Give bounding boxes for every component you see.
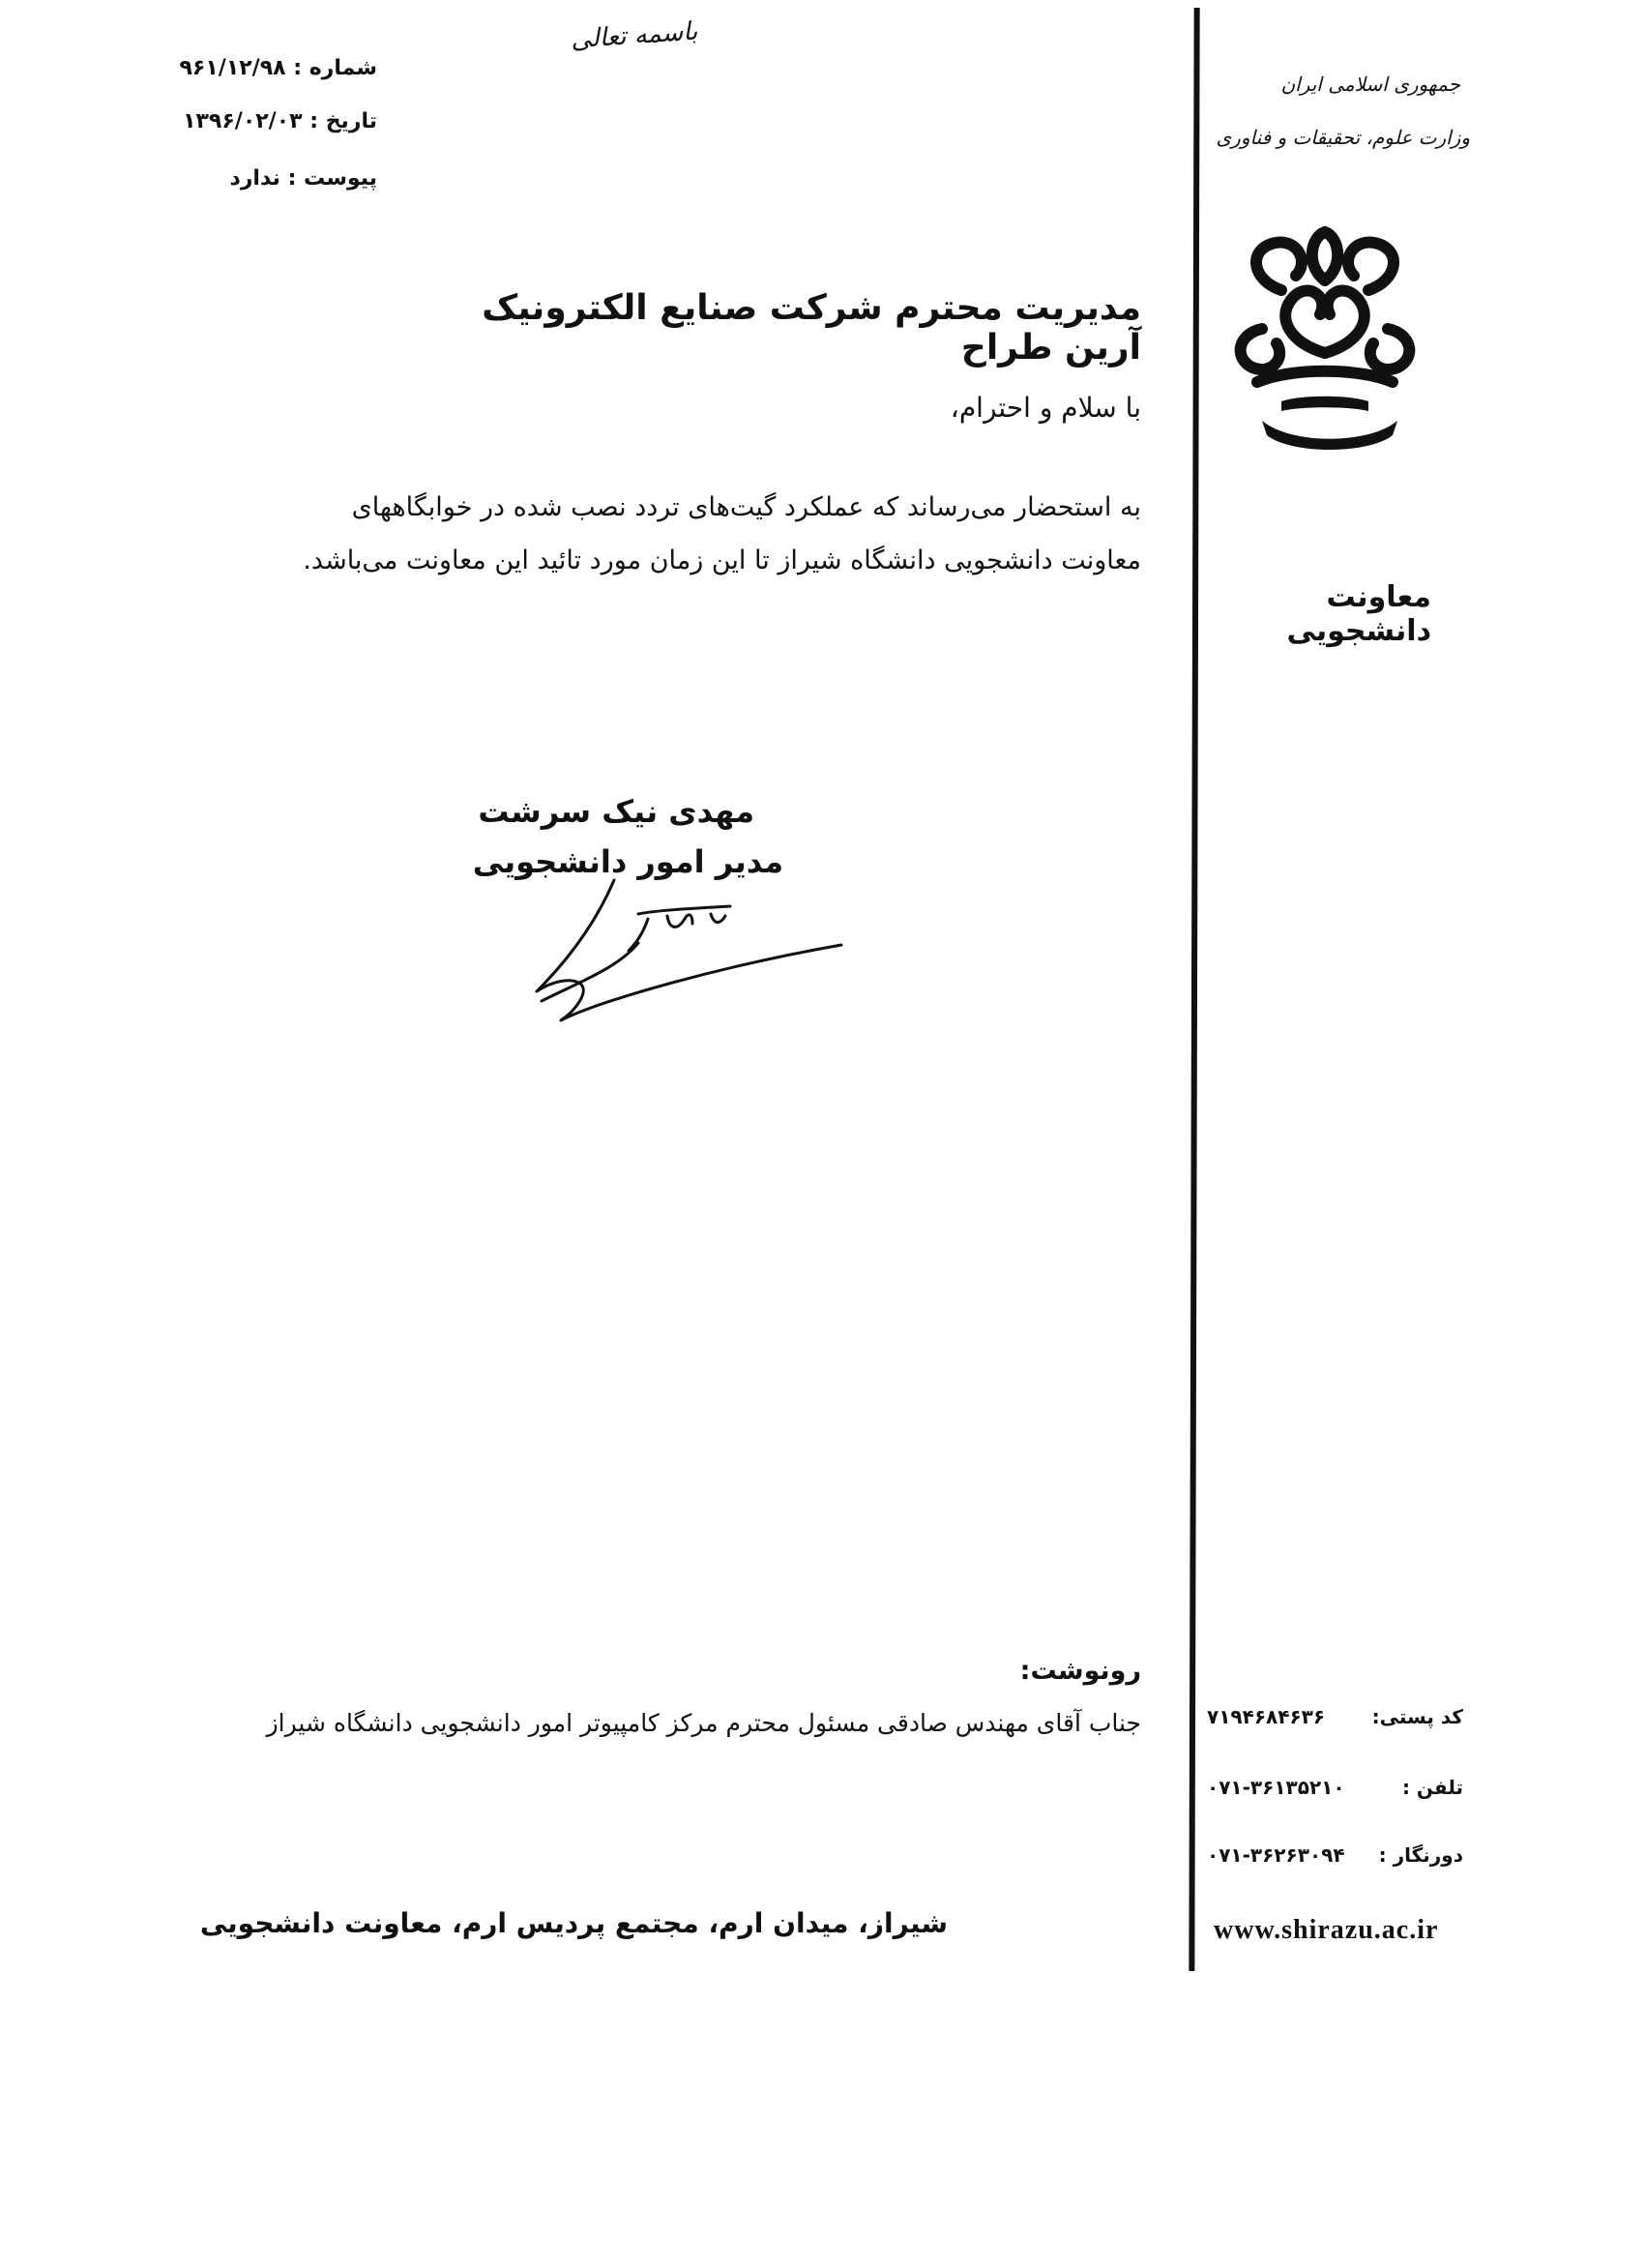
government-line-1: جمهوری اسلامی ایران [1280, 73, 1460, 96]
handwritten-signature [522, 875, 851, 1030]
government-line-2: وزارت علوم، تحقیقات و فناوری [1216, 126, 1470, 149]
body-line-1: به استحضار می‌رساند که عملکرد گیت‌های تردد نصب شده در خوابگاههای [351, 492, 1141, 522]
fax-label: دورنگار : [1378, 1843, 1463, 1867]
phone-number [1207, 1776, 1463, 1799]
phone-value: ۰۷۱-۳۶۱۳۵۲۱۰ [1207, 1776, 1345, 1799]
letter-body [174, 481, 1141, 587]
invocation-heading: باسمه تعالی [570, 16, 699, 55]
postal-code-value: ۷۱۹۴۶۸۴۶۳۶ [1207, 1705, 1326, 1728]
postal-code [1207, 1705, 1463, 1728]
fax-number [1207, 1843, 1463, 1867]
office-address: شیراز، میدان ارم، مجتمع پردیس ارم، معاونت دانشجویی [199, 1907, 948, 1939]
letter-attachment: پیوست : ندارد [229, 166, 377, 191]
department-label: معاونت دانشجویی [1286, 580, 1431, 648]
signer-title: مدیر امور دانشجویی [472, 843, 783, 880]
postal-code-label: کد پستی: [1371, 1705, 1463, 1728]
letter-number: شماره : ۹۶۱/۱۲/۹۸ [179, 56, 377, 80]
fax-value: ۰۷۱-۳۶۲۶۳۰۹۴ [1207, 1843, 1345, 1867]
university-logo [1223, 222, 1426, 455]
website-link[interactable]: www.shirazu.ac.ir [1214, 1915, 1439, 1945]
vertical-divider [1189, 8, 1199, 1971]
body-line-2: معاونت دانشجویی دانشگاه شیراز تا این زمان مورد تائید این معاونت می‌باشد. [303, 545, 1141, 575]
signer-name: مهدی نیک سرشت [478, 793, 754, 830]
cc-label: رونوشت: [1019, 1656, 1141, 1686]
phone-label: تلفن : [1401, 1776, 1463, 1799]
recipient-heading: مدیریت محترم شرکت صنایع الکترونیک آرین طراح [482, 288, 1141, 368]
letter-date: تاریخ : ۱۳۹۶/۰۲/۰۳ [183, 109, 377, 133]
salutation: با سلام و احترام، [950, 392, 1141, 424]
cc-recipient: جناب آقای مهندس صادقی مسئول محترم مرکز کامپیوتر امور دانشجویی دانشگاه شیراز [266, 1709, 1141, 1737]
